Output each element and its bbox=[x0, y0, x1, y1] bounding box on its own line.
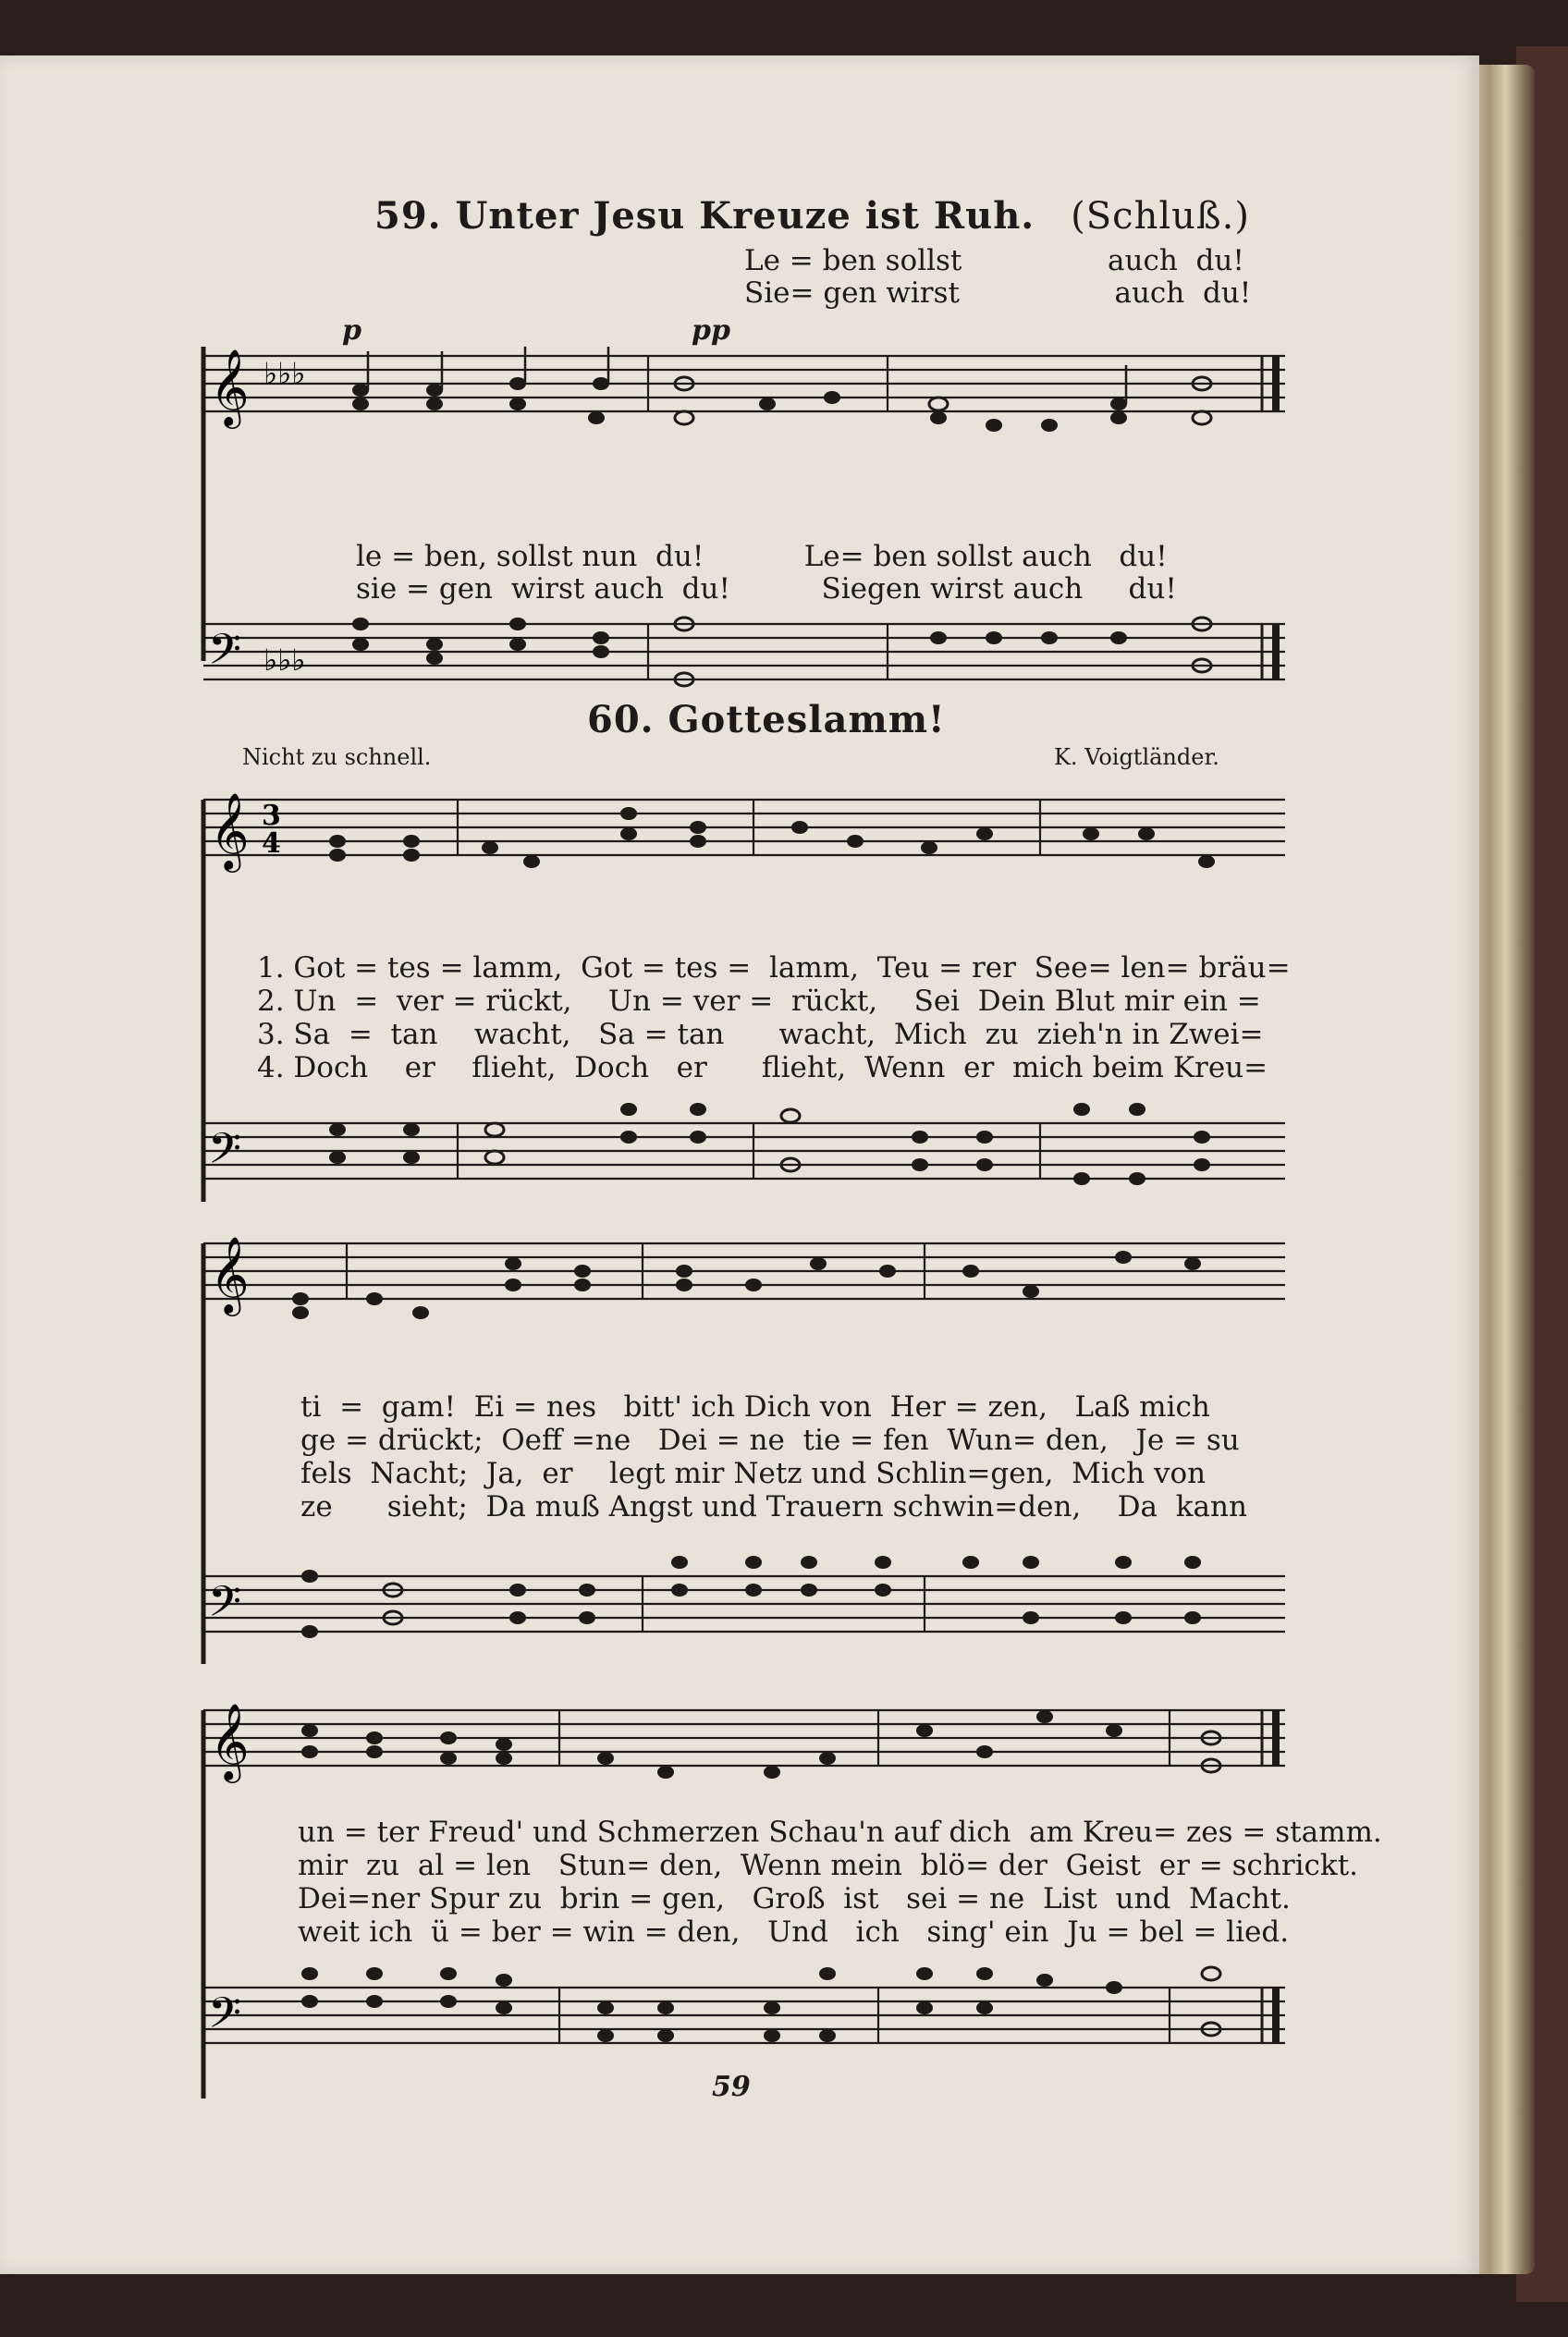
page bbox=[0, 55, 1479, 2274]
hymn-59-top-lyric-2: Sie= gen wirst auch du! bbox=[744, 276, 1252, 310]
hymn-60-verse-3a: 3. Sa = tan wacht, Sa = tan wacht, Mich zu zieh'n in Zwei= bbox=[257, 1018, 1264, 1051]
hymn-60-verse-2b: ge = drückt; Oeff =ne Dei = ne tie = fen Wun= den, Je = su bbox=[300, 1424, 1240, 1457]
hymn-60-treble-staff-2 bbox=[199, 1225, 1290, 1336]
hymn-60-treble-staff-3 bbox=[199, 1701, 1290, 1812]
time-sig-top: 3 bbox=[262, 800, 281, 832]
page-edges bbox=[1470, 65, 1535, 2274]
hymn-60-verse-1c: un = ter Freud' und Schmerzen Schau'n auf dich am Kreu= zes = stamm. bbox=[298, 1816, 1382, 1849]
hymn-60-verse-3c: Dei=ner Spur zu brin = gen, Groß ist sei = ne List und Macht. bbox=[298, 1882, 1291, 1915]
page-number: 59 bbox=[712, 2071, 751, 2103]
hymn-60-verse-4b: ze sieht; Da muß Angst und Trauern schwin=den, Da kann bbox=[300, 1490, 1247, 1523]
bass-clef-icon: 𝄢 bbox=[208, 625, 242, 685]
hymn-59-title bbox=[374, 194, 1250, 238]
treble-clef-icon: 𝄞 bbox=[210, 1235, 250, 1313]
hymn-60-treble-staff-1 bbox=[199, 777, 1290, 887]
hymn-60-verse-2c: mir zu al = len Stun= den, Wenn mein blö= der Geist er = schrickt. bbox=[298, 1849, 1359, 1882]
hymn-60-verse-1a: 1. Got = tes = lamm, Got = tes = lamm, Teu = rer See= len= bräu= bbox=[257, 951, 1291, 985]
hymn-60-verse-3b: fels Nacht; Ja, er legt mir Netz und Schlin=gen, Mich von bbox=[300, 1457, 1207, 1490]
hymn-60-bass-staff-1 bbox=[199, 1095, 1290, 1197]
time-sig-bottom: 4 bbox=[262, 827, 281, 860]
hymn-59-bass-staff bbox=[199, 587, 1290, 689]
hymn-59-title-text: 59. Unter Jesu Kreuze ist Ruh. bbox=[374, 194, 1035, 238]
hymn-60-bass-staff-2 bbox=[199, 1535, 1290, 1636]
hymn-60-verse-4c: weit ich ü = ber = win = den, Und ich sing' ein Ju = bel = lied. bbox=[298, 1915, 1290, 1949]
bass-clef-icon: 𝄢 bbox=[208, 1124, 242, 1184]
treble-clef-icon: 𝄞 bbox=[210, 1702, 250, 1780]
hymn-60-verse-1b: ti = gam! Ei = nes bitt' ich Dich von Her = zen, Laß mich bbox=[300, 1390, 1210, 1424]
svg-text:♭♭♭: ♭♭♭ bbox=[263, 356, 306, 391]
hymn-60-title: 60. Gotteslamm! bbox=[587, 698, 946, 741]
composer: K. Voigtländer. bbox=[1054, 744, 1219, 770]
svg-text:♭♭♭: ♭♭♭ bbox=[263, 642, 306, 678]
hymn-59-mid-lyric-1: le = ben, sollst nun du! Le= ben sollst auch du! bbox=[356, 540, 1168, 573]
treble-clef-icon: 𝄞 bbox=[210, 791, 250, 869]
hymn-60-verse-4a: 4. Doch er flieht, Doch er flieht, Wenn er mich beim Kreu= bbox=[257, 1051, 1268, 1084]
hymn-60-verse-2a: 2. Un = ver = rückt, Un = ver = rückt, Sei Dein Blut mir ein = bbox=[257, 985, 1261, 1018]
dynamic-pp: pp bbox=[692, 314, 730, 347]
hymn-59-top-lyric-1: Le = ben sollst auch du! bbox=[744, 244, 1244, 277]
hymn-59-mid-lyric-2: sie = gen wirst auch du! Siegen wirst auch du! bbox=[356, 572, 1177, 606]
hymn-59-treble-staff bbox=[199, 347, 1290, 430]
bass-clef-icon: 𝄢 bbox=[208, 1988, 242, 2049]
tempo-marking: Nicht zu schnell. bbox=[242, 744, 432, 770]
treble-clef-icon: 𝄞 bbox=[210, 348, 250, 425]
hymn-59-suffix: (Schluß.) bbox=[1071, 195, 1250, 238]
dynamic-p: p bbox=[342, 314, 361, 347]
bass-clef-icon: 𝄢 bbox=[208, 1577, 242, 1637]
hymn-60-bass-staff-3 bbox=[199, 1969, 1290, 2071]
